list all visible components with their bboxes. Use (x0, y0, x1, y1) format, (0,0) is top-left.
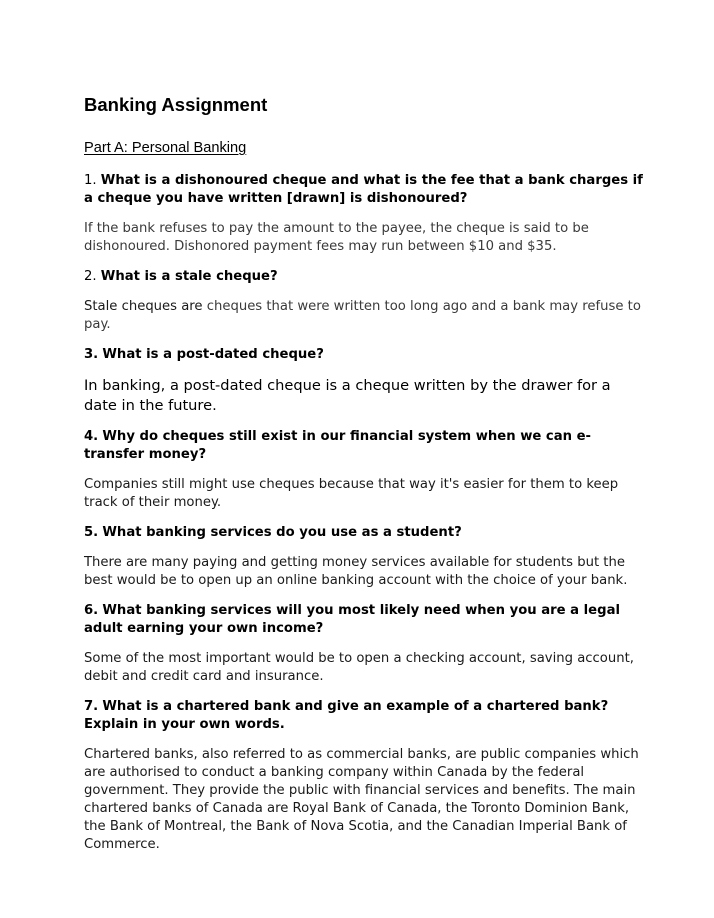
question-5 (84, 524, 644, 542)
question-3 (84, 346, 644, 364)
question-7 (84, 698, 644, 734)
question-number: 1. (84, 173, 97, 188)
question-text: What banking services do you use as a student? (102, 525, 462, 540)
question-number: 5. (84, 525, 99, 540)
question-number: 7. (84, 699, 99, 714)
question-text: What is a stale cheque? (100, 269, 278, 284)
question-2 (84, 268, 644, 286)
question-number: 6. (84, 603, 99, 618)
question-number: 2. (84, 269, 97, 284)
question-text: Why do cheques still exist in our financial system when we can e-transfer money? (84, 429, 592, 462)
question-text: What is a post-dated cheque? (102, 347, 324, 362)
question-4 (84, 428, 644, 464)
question-1 (84, 172, 644, 208)
answer-6: Some of the most important would be to open a checking account, saving account, debit and credit card and insurance. (84, 651, 634, 684)
answer-rest: cheques that were written too long ago and a bank may refuse to pay. (84, 299, 641, 332)
answer-lead: Stale cheques are (84, 299, 203, 314)
answer-7: Chartered banks, also referred to as commercial banks, are public companies which are authorised to conduct a banking company within Canada by the federal government. They provide the public with financial services and benefits. The main chartered banks of Canada are Royal Bank of Canada, the Toronto Dominion Bank, the Bank of Montreal, the Bank of Nova Scotia, and the Canadian Imperial Bank of Commerce. (84, 747, 639, 852)
document-page (84, 92, 644, 866)
answer-3: In banking, a post-dated cheque is a cheque written by the drawer for a date in the future. (84, 377, 611, 414)
answer-2 (84, 298, 644, 334)
question-number: 4. (84, 429, 99, 444)
answer-5: There are many paying and getting money services available for students but the best would be to open up an online banking account with the choice of your bank. (84, 555, 628, 588)
question-text: What is a dishonoured cheque and what is the fee that a bank charges if a cheque you have written [drawn] is dishonoured? (84, 173, 643, 206)
answer-4: Companies still might use cheques because that way it's easier for them to keep track of their money. (84, 477, 619, 510)
answer-1: If the bank refuses to pay the amount to the payee, the cheque is said to be dishonoured. Dishonored payment fees may run between $10 and $35. (84, 221, 589, 254)
document-title: Banking Assignment (84, 94, 268, 115)
part-heading-text: Part A: Personal Banking (84, 140, 247, 156)
question-6 (84, 602, 644, 638)
part-heading (84, 138, 644, 158)
question-text: What banking services will you most likely need when you are a legal adult earning your own income? (84, 603, 620, 636)
question-text: What is a chartered bank and give an example of a chartered bank? Explain in your own words. (84, 699, 609, 732)
question-number: 3. (84, 347, 99, 362)
